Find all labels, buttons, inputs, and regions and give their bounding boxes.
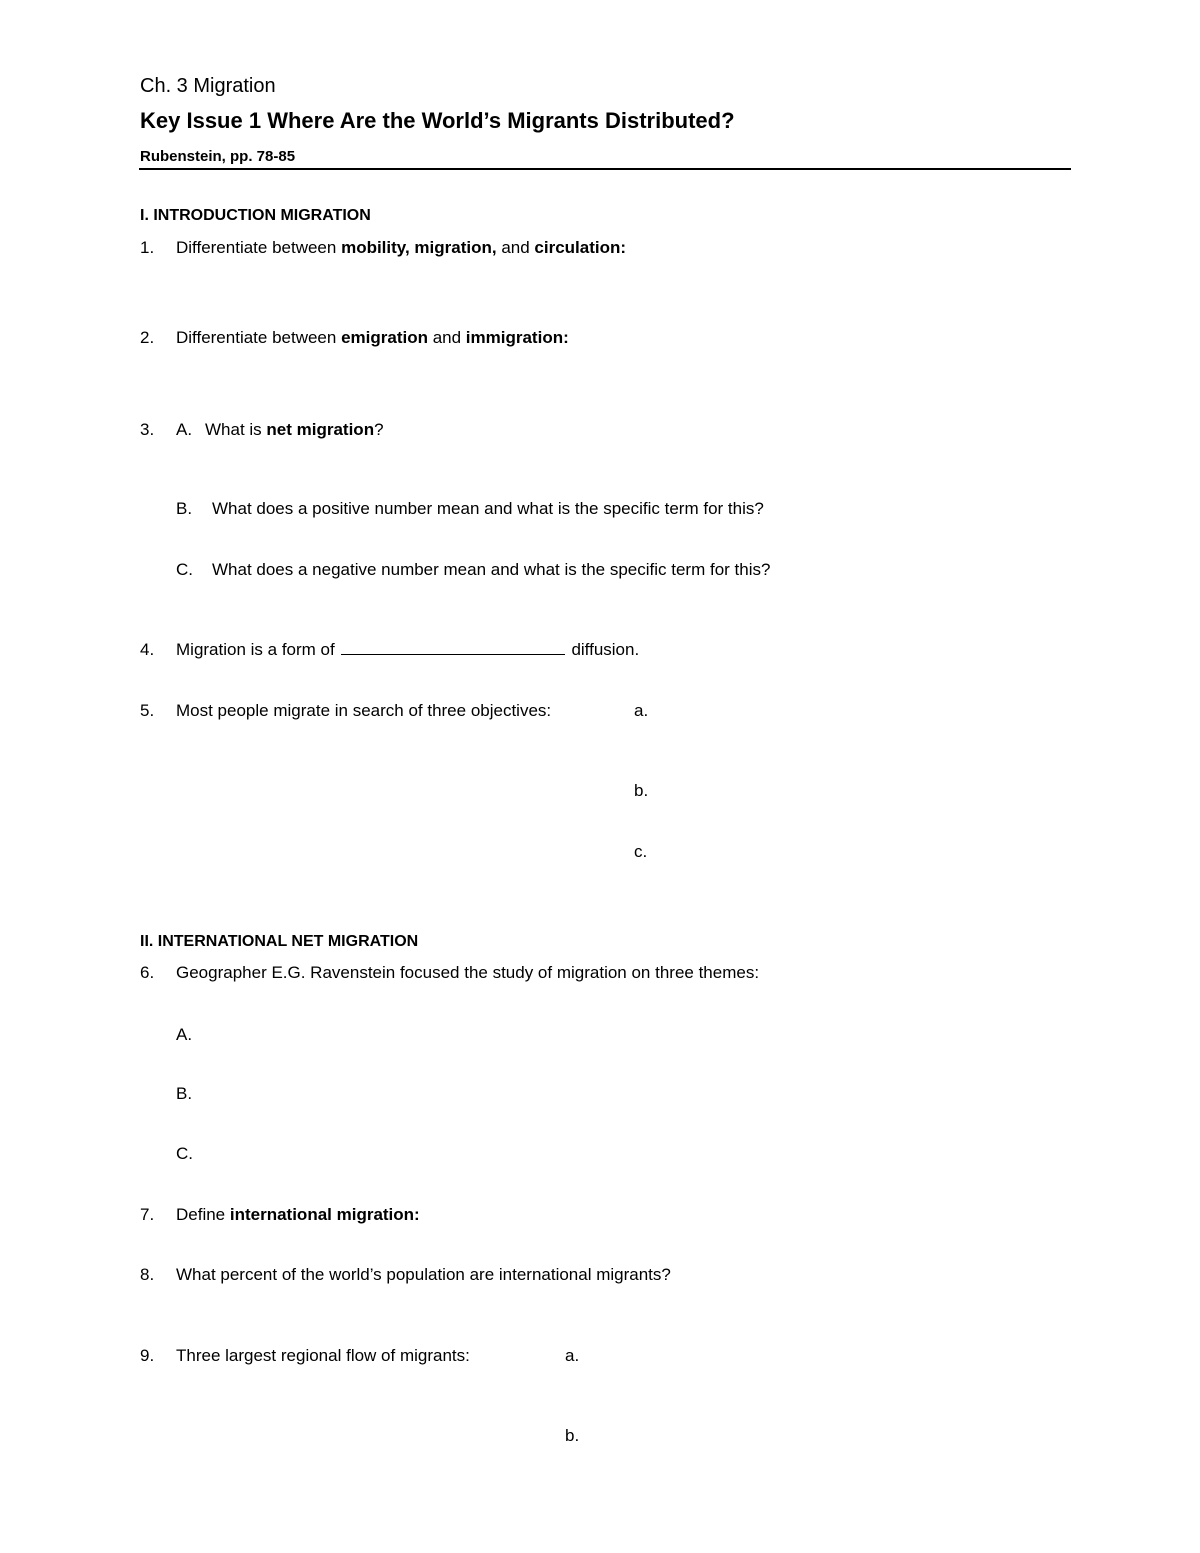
header-rule (139, 168, 1071, 170)
chapter-title: Ch. 3 Migration (140, 75, 276, 97)
question-8-number: 8. (140, 1265, 155, 1284)
question-4-number: 4. (140, 640, 155, 659)
question-7-number: 7. (140, 1205, 155, 1224)
question-7-text: Define international migration: (176, 1205, 420, 1224)
question-1-number: 1. (140, 238, 155, 257)
section-2-title: II. INTERNATIONAL NET MIGRATION (140, 933, 419, 950)
question-3b-label: B. (176, 499, 193, 518)
question-2-number: 2. (140, 328, 155, 347)
question-5-text: Most people migrate in search of three objectives: (176, 701, 552, 720)
question-1-text: Differentiate between mobility, migration, and circulation: (176, 238, 627, 257)
question-3a-text: What is net migration? (205, 420, 384, 439)
question-5-option-a: a. (634, 701, 649, 720)
question-9-option-b: b. (565, 1426, 580, 1445)
question-2-text: Differentiate between emigration and immigration: (176, 328, 569, 347)
question-3b-text: What does a positive number mean and what is the specific term for this? (212, 499, 764, 518)
question-6-number: 6. (140, 963, 155, 982)
question-5-option-b: b. (634, 781, 649, 800)
question-3c-text: What does a negative number mean and what is the specific term for this? (212, 560, 771, 579)
question-6-option-b: B. (176, 1084, 193, 1103)
question-6-option-a: A. (176, 1025, 193, 1044)
key-issue-title: Key Issue 1 Where Are the World’s Migrants Distributed? (140, 108, 735, 133)
source-reference: Rubenstein, pp. 78-85 (140, 148, 296, 165)
question-8-text: What percent of the world’s population are international migrants? (176, 1265, 671, 1284)
question-9-option-a: a. (565, 1346, 580, 1365)
question-3c-label: C. (176, 560, 193, 579)
question-4-text: Migration is a form of diffusion. (176, 640, 640, 659)
question-5-option-c: c. (634, 842, 648, 861)
question-6-option-c: C. (176, 1144, 193, 1163)
question-9-number: 9. (140, 1346, 155, 1365)
question-6-text: Geographer E.G. Ravenstein focused the study of migration on three themes: (176, 963, 760, 982)
question-3a-label: A. (176, 420, 193, 439)
fill-in-blank[interactable] (341, 640, 565, 655)
section-1-title: I. INTRODUCTION MIGRATION (140, 207, 371, 224)
question-5-number: 5. (140, 701, 155, 720)
question-9-text: Three largest regional flow of migrants: (176, 1346, 470, 1365)
question-3-number: 3. (140, 420, 155, 439)
